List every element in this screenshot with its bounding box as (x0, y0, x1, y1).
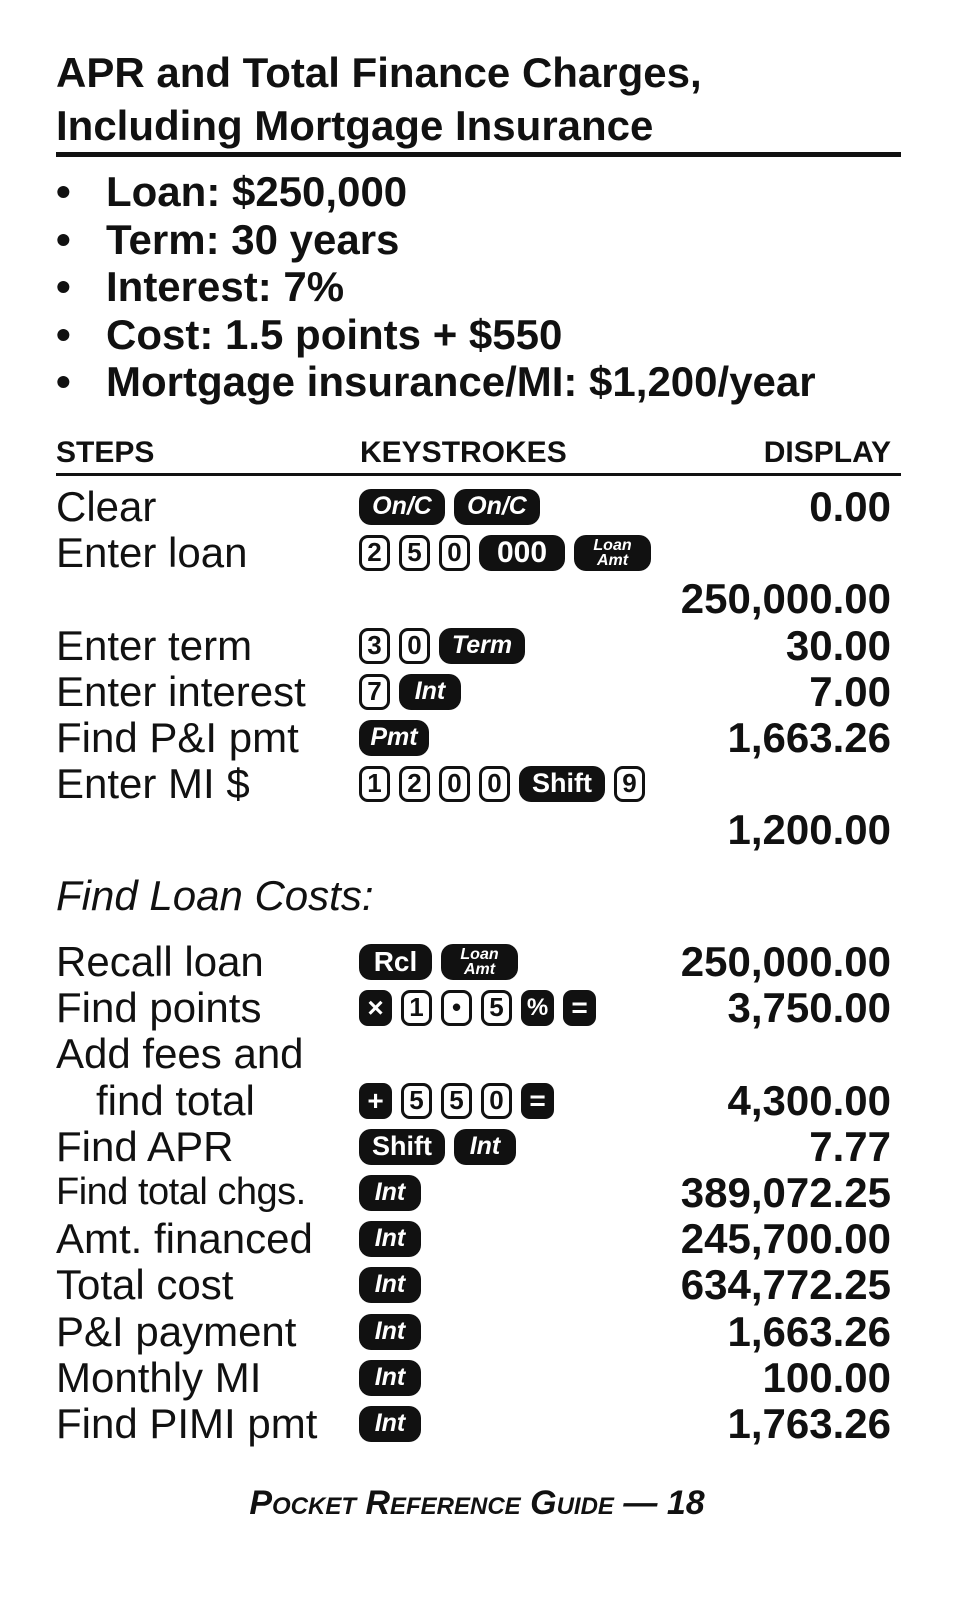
table-row (56, 938, 901, 985)
title-rule (56, 152, 901, 157)
display-value: 634,772.25 (680, 1261, 891, 1308)
table-row (56, 984, 901, 1031)
table-row (56, 1354, 901, 1401)
loan-amt-key: Loan Amt (441, 944, 518, 980)
keystrokes (359, 1266, 421, 1303)
keystrokes (359, 1174, 421, 1211)
table-row (56, 1169, 901, 1216)
int-key: Int (359, 1175, 421, 1211)
display-value: 1,663.26 (727, 714, 891, 761)
bullet-icon: • (56, 215, 71, 263)
keystrokes (359, 534, 651, 571)
equals-key: = (521, 1083, 554, 1119)
on-c-key: On/C (359, 489, 445, 525)
digit-9-key: 9 (614, 766, 645, 802)
keystrokes (359, 943, 518, 980)
list-item: • Mortgage insurance/MI: $1,200/year (56, 358, 816, 405)
decimal-point-key: • (441, 990, 472, 1026)
display-value: 250,000.00 (680, 938, 891, 985)
digit-5-key: 5 (441, 1083, 472, 1119)
list-item: • Loan: $250,000 (56, 168, 408, 215)
display-value: 7.00 (809, 668, 891, 715)
keystrokes (359, 989, 596, 1026)
digit-5-key: 5 (401, 1083, 432, 1119)
rcl-key: Rcl (359, 944, 432, 980)
digit-0-key: 0 (479, 766, 510, 802)
bullet-icon: • (56, 168, 71, 215)
display-value: 245,700.00 (680, 1215, 891, 1262)
int-key: Int (359, 1221, 421, 1257)
table-header (56, 436, 901, 472)
table-row (56, 668, 901, 715)
digit-5-key: 5 (399, 535, 430, 571)
int-key: Int (399, 674, 461, 710)
display-value: 4,300.00 (727, 1077, 891, 1124)
step-label: Amt. financed (56, 1215, 313, 1262)
page-footer (0, 1483, 954, 1523)
footer-title: Pocket Reference Guide (249, 1484, 614, 1522)
table-row (56, 622, 901, 669)
title-line-1: APR and Total Finance Charges, (56, 49, 702, 96)
table-row (56, 806, 901, 853)
table-row (56, 1215, 901, 1262)
keystrokes (359, 1082, 554, 1119)
table-row (56, 483, 901, 530)
digit-5-key: 5 (481, 990, 512, 1026)
pmt-key: Pmt (359, 720, 429, 756)
digit-0-key: 0 (481, 1083, 512, 1119)
table-row (56, 1030, 901, 1077)
digit-0-key: 0 (399, 628, 430, 664)
digit-1-key: 1 (359, 766, 390, 802)
table-row (56, 1077, 901, 1124)
step-label: Monthly MI (56, 1354, 262, 1401)
display-value: 1,663.26 (727, 1308, 891, 1355)
digit-2-key: 2 (359, 535, 390, 571)
column-header-display: DISPLAY (763, 436, 891, 469)
list-item: • Term: 30 years (56, 215, 400, 263)
table-row (56, 1400, 901, 1447)
list-item: • Interest: 7% (56, 263, 345, 310)
keystrokes (359, 1359, 421, 1396)
title-line-2: Including Mortgage Insurance (56, 102, 654, 149)
loan-parameters-list (56, 168, 901, 406)
table-row (56, 1261, 901, 1308)
display-value: 0.00 (809, 483, 891, 530)
table-row (56, 760, 901, 807)
digit-7-key: 7 (359, 674, 390, 710)
table-row (56, 529, 901, 576)
list-item: • Cost: 1.5 points + $550 (56, 310, 563, 358)
step-label: P&I payment (56, 1308, 297, 1355)
page-number: 18 (666, 1484, 705, 1522)
digit-0-key: 0 (439, 766, 470, 802)
loan-amt-key: Loan Amt (574, 535, 651, 571)
step-label: Enter interest (56, 668, 306, 715)
step-label: Find APR (56, 1123, 234, 1170)
table-row (56, 1308, 901, 1355)
digit-1-key: 1 (401, 990, 432, 1026)
table-row (56, 1123, 901, 1170)
page-title (56, 46, 901, 152)
keystrokes (359, 719, 429, 756)
shift-key: Shift (519, 766, 605, 802)
keystrokes (359, 673, 461, 710)
bullet-icon: • (56, 310, 71, 358)
triple-zero-key: 000 (479, 535, 565, 571)
display-value: 1,763.26 (727, 1400, 891, 1447)
display-value: 7.77 (809, 1123, 891, 1170)
display-value: 250,000.00 (680, 575, 891, 622)
section-heading: Find Loan Costs: (56, 872, 374, 919)
step-label: Recall loan (56, 938, 264, 985)
step-label: Total cost (56, 1261, 234, 1308)
step-label: Find P&I pmt (56, 714, 299, 761)
keystrokes (359, 1128, 516, 1165)
int-key: Int (359, 1406, 421, 1442)
footer-dash: — (623, 1484, 658, 1522)
column-header-keystrokes: KEYSTROKES (360, 436, 567, 469)
percent-key: % (521, 990, 554, 1026)
step-label: Clear (56, 483, 157, 530)
keystrokes (359, 488, 540, 525)
table-row (56, 714, 901, 761)
digit-0-key: 0 (439, 535, 470, 571)
step-label-continued: find total (96, 1077, 255, 1124)
bullet-icon: • (56, 263, 71, 310)
step-label: Find total chgs. (56, 1171, 306, 1213)
display-value: 3,750.00 (727, 984, 891, 1031)
int-key: Int (454, 1129, 516, 1165)
step-label: Find points (56, 984, 262, 1031)
display-value: 1,200.00 (727, 806, 891, 853)
keystrokes (359, 1313, 421, 1350)
step-label: Find PIMI pmt (56, 1400, 318, 1447)
digit-2-key: 2 (399, 766, 430, 802)
display-value: 30.00 (785, 622, 891, 669)
term-key: Term (439, 628, 525, 664)
int-key: Int (359, 1314, 421, 1350)
display-value: 100.00 (762, 1354, 891, 1401)
bullet-icon: • (56, 358, 71, 405)
display-value: 389,072.25 (680, 1169, 891, 1216)
int-key: Int (359, 1267, 421, 1303)
keystrokes (359, 765, 645, 802)
plus-key: + (359, 1083, 392, 1119)
step-label: Enter loan (56, 529, 248, 576)
step-label: Enter term (56, 622, 253, 669)
column-header-steps: STEPS (56, 436, 155, 469)
shift-key: Shift (359, 1129, 445, 1165)
keystrokes (359, 1405, 421, 1442)
step-label: Enter MI $ (56, 760, 250, 807)
header-rule (56, 473, 901, 476)
int-key: Int (359, 1360, 421, 1396)
step-label: Add fees and (56, 1030, 304, 1077)
equals-key: = (563, 990, 596, 1026)
on-c-key: On/C (454, 489, 540, 525)
digit-3-key: 3 (359, 628, 390, 664)
multiply-key: × (359, 990, 392, 1026)
keystrokes (359, 1220, 421, 1257)
table-row (56, 575, 901, 622)
keystrokes (359, 627, 525, 664)
